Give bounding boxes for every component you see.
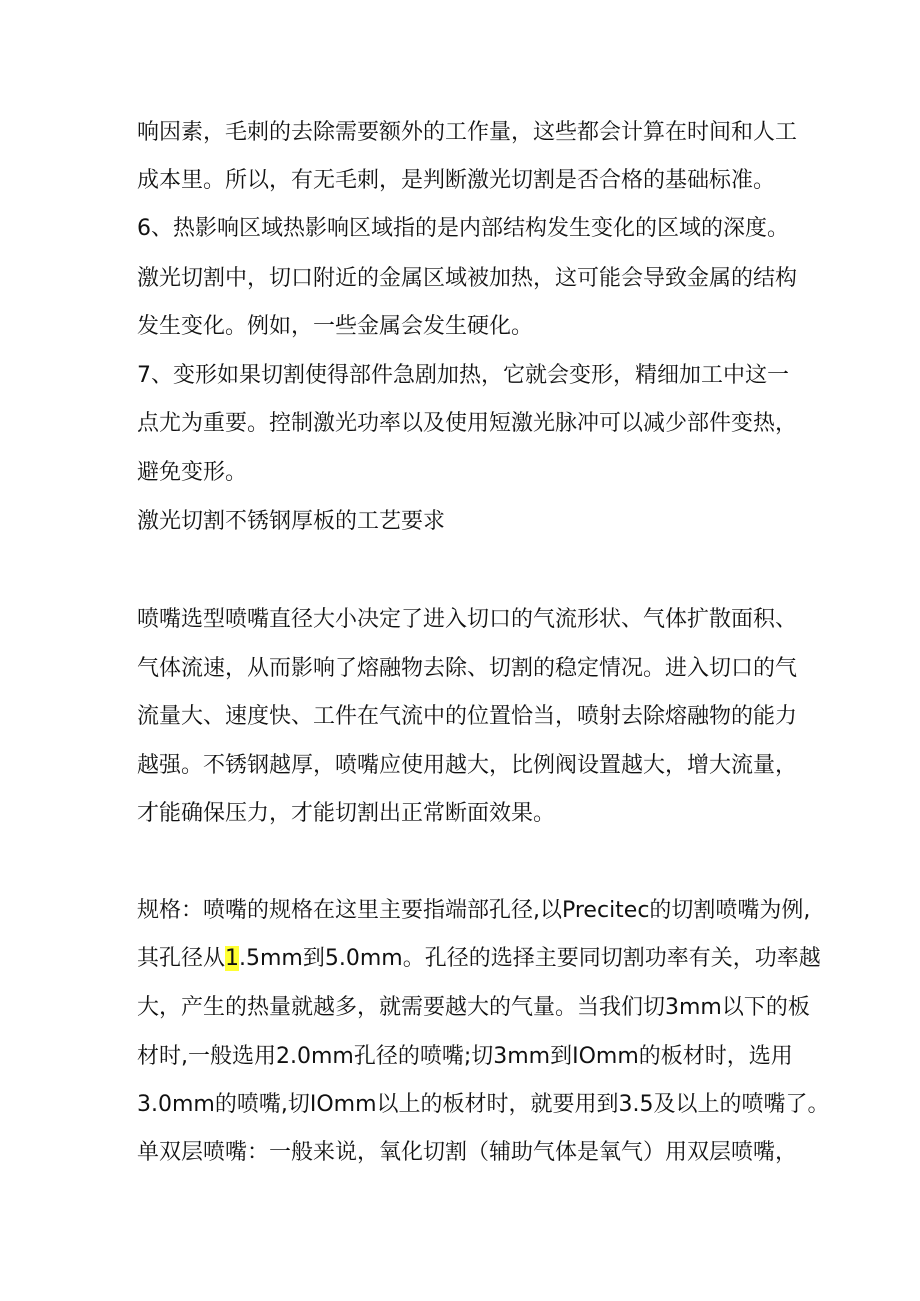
text-line: 大，产生的热量就越多，就需要越大的气量。当我们切3mm以下的板 bbox=[137, 995, 810, 1020]
text-line: 规格：喷嘴的规格在这里主要指端部孔径,以Precitec的切割喷嘴为例, bbox=[137, 898, 811, 923]
text-line: 单双层喷嘴：一般来说，氧化切割（辅助气体是氧气）用双层喷嘴， bbox=[137, 1140, 798, 1165]
text-line: 气体流速，从而影响了熔融物去除、切割的稳定情况。进入切口的气 bbox=[137, 656, 798, 681]
text-line: 越强。不锈钢越厚，喷嘴应使用越大，比例阀设置越大，增大流量， bbox=[137, 753, 798, 778]
text-line: 发生变化。例如，一些金属会发生硬化。 bbox=[137, 314, 534, 339]
text-segment: .5mm到5.0mm。孔径的选择主要同切割功率有关，功率越 bbox=[239, 946, 821, 971]
text-line: 响因素，毛刺的去除需要额外的工作量，这些都会计算在时间和人工 bbox=[137, 120, 798, 145]
text-line: 才能确保压力，才能切割出正常断面效果。 bbox=[137, 801, 556, 826]
text-line: 喷嘴选型喷嘴直径大小决定了进入切口的气流形状、气体扩散面积、 bbox=[137, 607, 798, 632]
text-line: 7、变形如果切割使得部件急剧加热，它就会变形，精细加工中这一 bbox=[137, 363, 789, 388]
text-line: 点尤为重要。控制激光功率以及使用短激光脉冲可以减少部件变热， bbox=[137, 411, 798, 436]
text-line-highlight bbox=[137, 944, 821, 974]
highlighted-text: 1 bbox=[225, 946, 240, 971]
text-line: 6、热影响区域热影响区域指的是内部结构发生变化的区域的深度。 bbox=[137, 216, 789, 241]
text-line: 避免变形。 bbox=[137, 460, 248, 485]
section-heading: 激光切割不锈钢厚板的工艺要求 bbox=[137, 509, 446, 534]
text-line: 成本里。所以，有无毛刺，是判断激光切割是否合格的基础标准。 bbox=[137, 168, 776, 193]
text-line: 材时,一般选用2.0mm孔径的喷嘴;切3mm到IOmm的板材时，选用 bbox=[137, 1044, 793, 1069]
text-line: 3.0mm的喷嘴,切IOmm以上的板材时，就要用到3.5及以上的喷嘴了。 bbox=[137, 1092, 830, 1117]
text-line: 激光切割中，切口附近的金属区域被加热，这可能会导致金属的结构 bbox=[137, 266, 798, 291]
text-segment: 其孔径从 bbox=[137, 946, 226, 971]
text-line: 流量大、速度快、工件在气流中的位置恰当，喷射去除熔融物的能力 bbox=[137, 704, 798, 729]
